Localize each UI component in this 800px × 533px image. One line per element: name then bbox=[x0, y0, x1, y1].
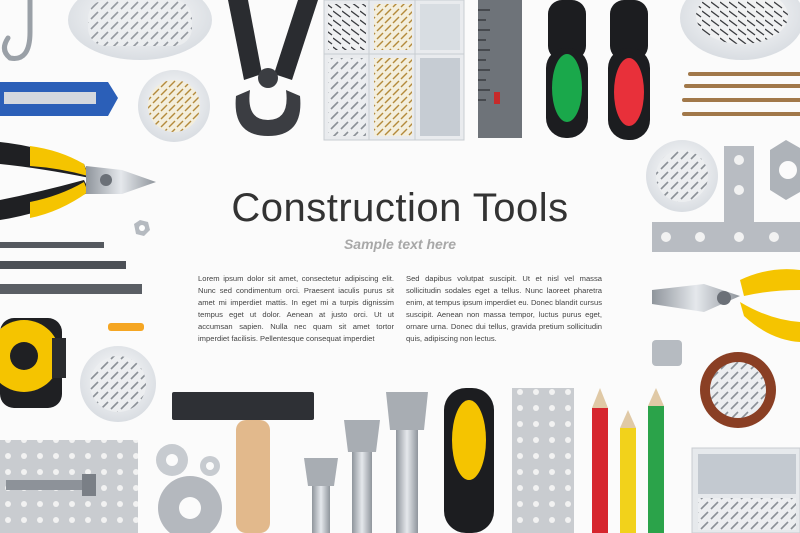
screw-bowl-icon bbox=[80, 346, 156, 422]
red-screwdriver-icon bbox=[608, 0, 650, 140]
screw-box-icon bbox=[324, 0, 464, 140]
body-text-right: Sed dapibus volutpat suscipit. Ut et nisl vel massa sollicitudin sodales eget a tellus. Nunc laoreet pharetra enim, at tempus ipsum imperdiet eu. Donec blandit cursus suscipit. Aenean non massa tempor, luctus purus eget, ornare urna. Donec dui tellus, gravida pretium sollicitudin quis, adipiscing non lectus. bbox=[406, 274, 602, 343]
anchors-box-icon bbox=[692, 448, 800, 533]
pencils-icon bbox=[592, 388, 664, 533]
wall-plug-tray-icon bbox=[68, 0, 212, 60]
brass-screws-bowl-icon bbox=[138, 70, 210, 142]
utility-knife-icon bbox=[0, 82, 118, 116]
headline-subtitle: Sample text here bbox=[343, 236, 457, 252]
clip-icon bbox=[652, 340, 682, 366]
nail-pincers-icon bbox=[228, 0, 318, 136]
steel-ruler-icon bbox=[478, 0, 522, 138]
long-screws-icon bbox=[684, 74, 800, 114]
headline-title: Construction Tools bbox=[231, 186, 569, 230]
wall-plug-icon bbox=[108, 323, 144, 331]
bolts-bowl-icon bbox=[700, 352, 776, 428]
hook-icon bbox=[4, 0, 30, 58]
yellow-screwdriver-icon bbox=[444, 388, 494, 533]
combination-pliers-icon bbox=[652, 269, 800, 342]
wrenches-icon bbox=[304, 392, 428, 533]
washers-icon bbox=[156, 444, 222, 533]
body-text-left: Lorem ipsum dolor sit amet, consectetur adipiscing elit. Nunc sed condimentum orci. Praesent iaculis purus sit amet mi imperdiet mattis. In eget mi a turpis dignissim tempus eget ut dolor. Aenean at justo orci. Ut ut accumsan sapien. Nulla nec quam sit amet tortor imperdiet facilisis. Pellentesque consequat imperdiet bbox=[198, 274, 394, 343]
tape-measure-icon bbox=[0, 318, 66, 408]
perforated-plate-icon bbox=[0, 440, 138, 533]
perforated-strip-icon bbox=[512, 388, 574, 533]
nail-bowl-icon bbox=[680, 0, 800, 60]
green-screwdriver-icon bbox=[546, 0, 588, 138]
